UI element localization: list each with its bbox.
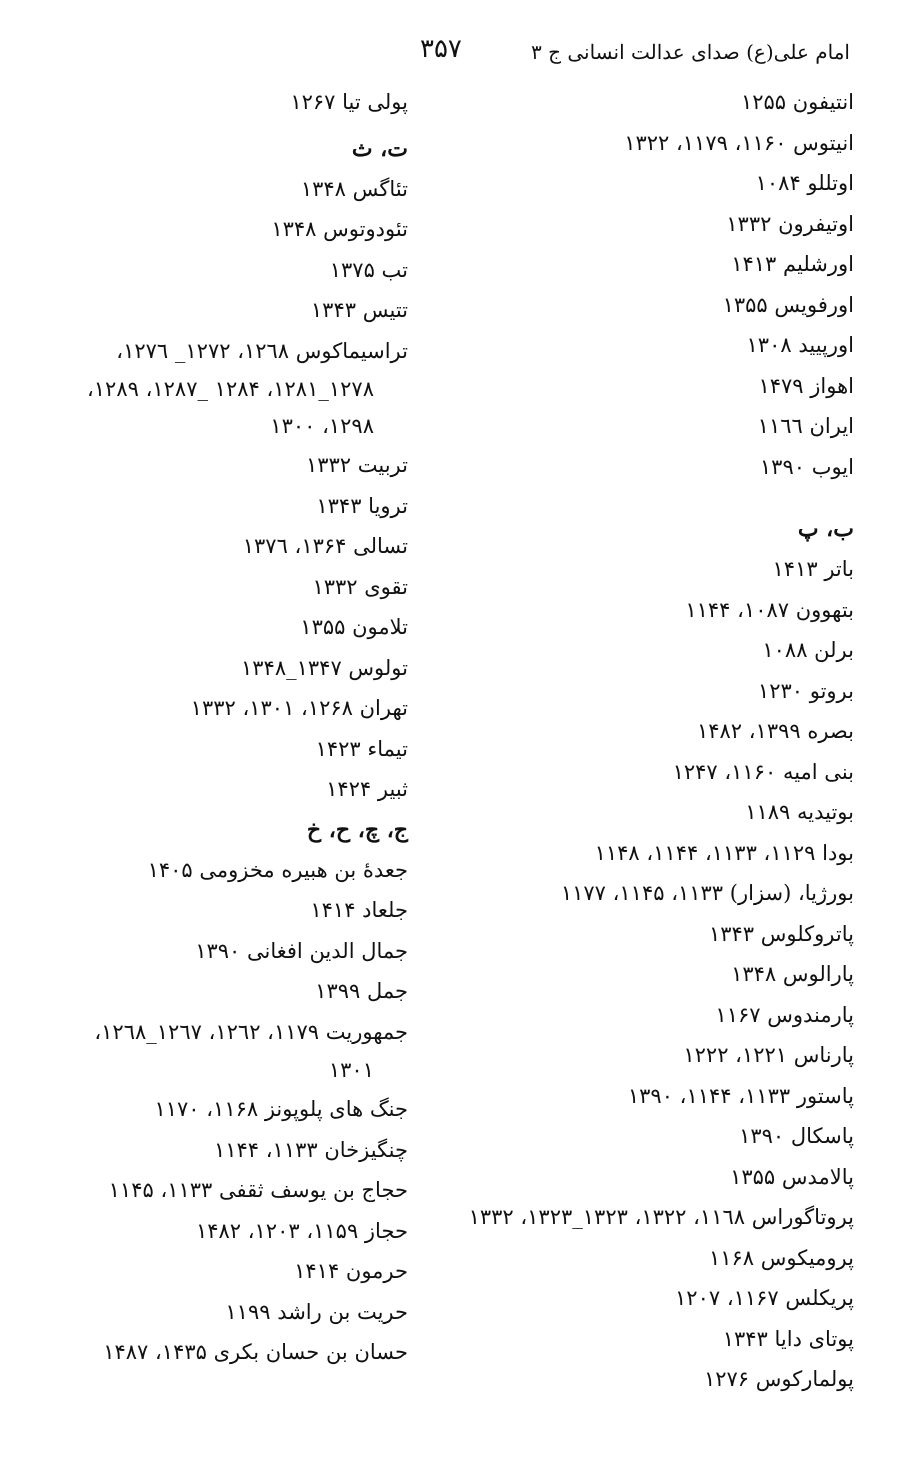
index-entry: ایران ۱۱٦٦ (757, 414, 854, 438)
index-entry: بصره ۱۳۹۹، ۱۴۸۲ (696, 719, 854, 743)
index-entry: تولوس ۱۳۴۷_۱۳۴۸ (240, 655, 408, 680)
index-entry: تلامون ۱۳۵۵ (300, 615, 408, 639)
index-entry: باتر ۱۴۱۳ (772, 557, 854, 581)
index-entry: پاستور ۱۱۳۳، ۱۱۴۴، ۱۳۹۰ (627, 1083, 854, 1108)
index-entry: اورشلیم ۱۴۱۳ (731, 252, 854, 276)
index-entry: پولی تیا ۱۲۶۷ (290, 90, 408, 114)
running-header-title: امام علی(ع) صدای عدالت انسانی ج ۳ (530, 40, 850, 64)
section-heading-b: ب، پ (797, 516, 854, 542)
index-entry: تیماء ۱۴۲۳ (315, 736, 408, 761)
index-entry: تربیت ۱۳۳۲ (305, 453, 408, 477)
index-entry: اورپیید ۱۳۰۸ (746, 333, 854, 357)
index-entry: بتهوون ۱۰۸۷، ۱۱۴۴ (685, 597, 854, 622)
index-entry: اهواز ۱۴۷۹ (758, 373, 854, 398)
index-entry: جعدهٔ بن هبیره مخزومی ۱۴۰۵ (147, 857, 408, 882)
index-entry: بورژیا، (سزار) ۱۱۳۳، ۱۱۴۵، ۱۱۷۷ (560, 881, 854, 905)
index-entry: جلعاد ۱۴۱۴ (310, 898, 408, 922)
index-entry: حجاز ۱۱۵۹، ۱۲۰۳، ۱۴۸۲ (195, 1218, 408, 1243)
index-entry: پاتروکلوس ۱۳۴۳ (708, 921, 854, 946)
section-heading-j: ج، چ، ح، خ (306, 816, 408, 843)
index-entry: برلن ۱۰۸۸ (762, 638, 854, 662)
index-entry: اوتللو ۱۰۸۴ (755, 171, 854, 195)
index-entry: تراسیماکوس ۱۲٦۸، ۱۲۷۲_ ۱۲۷٦، (116, 338, 408, 363)
index-entry: پالامدس ۱۳۵۵ (730, 1164, 854, 1189)
index-entry: پارناس ۱۲۲۱، ۱۲۲۲ (683, 1043, 854, 1067)
index-entry: پولمارکوس ۱۲۷۶ (703, 1367, 854, 1391)
index-entry-continuation: ۱۲۷۸_۱۲۸۱، ۱۲۸۴ _۱۲۸۷، ۱۲۸۹، (87, 377, 374, 401)
index-entry: انتیفون ۱۲۵۵ (740, 90, 854, 114)
index-entry: ثبیر ۱۴۲۴ (326, 777, 408, 801)
index-entry: حسان بن حسان بکری ۱۴۳۵، ۱۴۸۷ (103, 1340, 408, 1364)
index-entry: پروتاگوراس ۱۱٦۸، ۱۳۲۲، ۱۳۲۳_۱۳۲۳، ۱۳۳۲ (468, 1205, 854, 1229)
index-entry: جمهوریت ۱۱۷۹، ۱۲٦۲، ۱۲٦۷_۱۲٦۸، (94, 1019, 408, 1044)
section-heading-t: ت، ث (351, 135, 408, 162)
index-entry: تسالی ۱۳۶۴، ۱۳۷٦ (242, 534, 408, 558)
page-number: ۳۵۷ (420, 34, 462, 64)
index-entry: اوتیفرون ۱۳۳۲ (726, 211, 854, 236)
index-entry: جمال الدین افغانی ۱۳۹۰ (195, 938, 408, 963)
index-column-left (0, 82, 408, 1373)
index-entry: حجاج بن یوسف ثقفی ۱۱۳۳، ۱۱۴۵ (108, 1178, 408, 1202)
index-entry: حریت بن راشد ۱۱۹۹ (225, 1299, 408, 1324)
index-entry: ایوب ۱۳۹۰ (759, 454, 854, 479)
index-entry-continuation: ۱۲۹۸، ۱۳۰۰ (270, 414, 374, 438)
index-entry-continuation: ۱۳۰۱ (328, 1058, 374, 1082)
index-entry: ترویا ۱۳۴۳ (316, 493, 408, 518)
index-column-right (444, 82, 854, 1400)
index-entry: اورفویس ۱۳۵۵ (722, 292, 854, 317)
index-entry: پوتای دایا ۱۳۴۳ (722, 1326, 854, 1351)
index-entry: بوتیدیه ۱۱۸۹ (745, 800, 854, 824)
index-entry: تئودوتوس ۱۳۴۸ (271, 217, 408, 241)
index-entry: بنی امیه ۱۱۶۰، ۱۲۴۷ (672, 759, 854, 784)
index-entry: بروتو ۱۲۳۰ (757, 678, 854, 703)
index-entry: تتیس ۱۳۴۳ (310, 298, 408, 322)
index-entry: تب ۱۳۷۵ (329, 257, 408, 282)
index-entry: پارالوس ۱۳۴۸ (731, 962, 854, 986)
index-entry: تهران ۱۲۶۸، ۱۳۰۱، ۱۳۳۲ (190, 696, 408, 720)
index-entry: تقوی ۱۳۳۲ (312, 574, 408, 599)
index-entry: چنگیزخان ۱۱۳۳، ۱۱۴۴ (213, 1137, 408, 1162)
index-entry: پرومیکوس ۱۱۶۸ (708, 1245, 854, 1270)
index-entry: جنگ های پلوپونز ۱۱۶۸، ۱۱۷۰ (154, 1097, 408, 1121)
index-entry: تئاگس ۱۳۴۸ (300, 176, 408, 201)
index-entry: پارمندوس ۱۱۶۷ (715, 1002, 854, 1027)
index-entry: جمل ۱۳۹۹ (315, 979, 408, 1003)
index-entry: حرمون ۱۴۱۴ (294, 1259, 408, 1283)
index-entry: پریکلس ۱۱۶۷، ۱۲۰۷ (675, 1286, 854, 1310)
index-entry: انیتوس ۱۱۶۰، ۱۱۷۹، ۱۳۲۲ (624, 130, 854, 155)
index-entry: بودا ۱۱۲۹، ۱۱۳۳، ۱۱۴۴، ۱۱۴۸ (594, 840, 854, 865)
index-entry: پاسکال ۱۳۹۰ (739, 1124, 854, 1148)
